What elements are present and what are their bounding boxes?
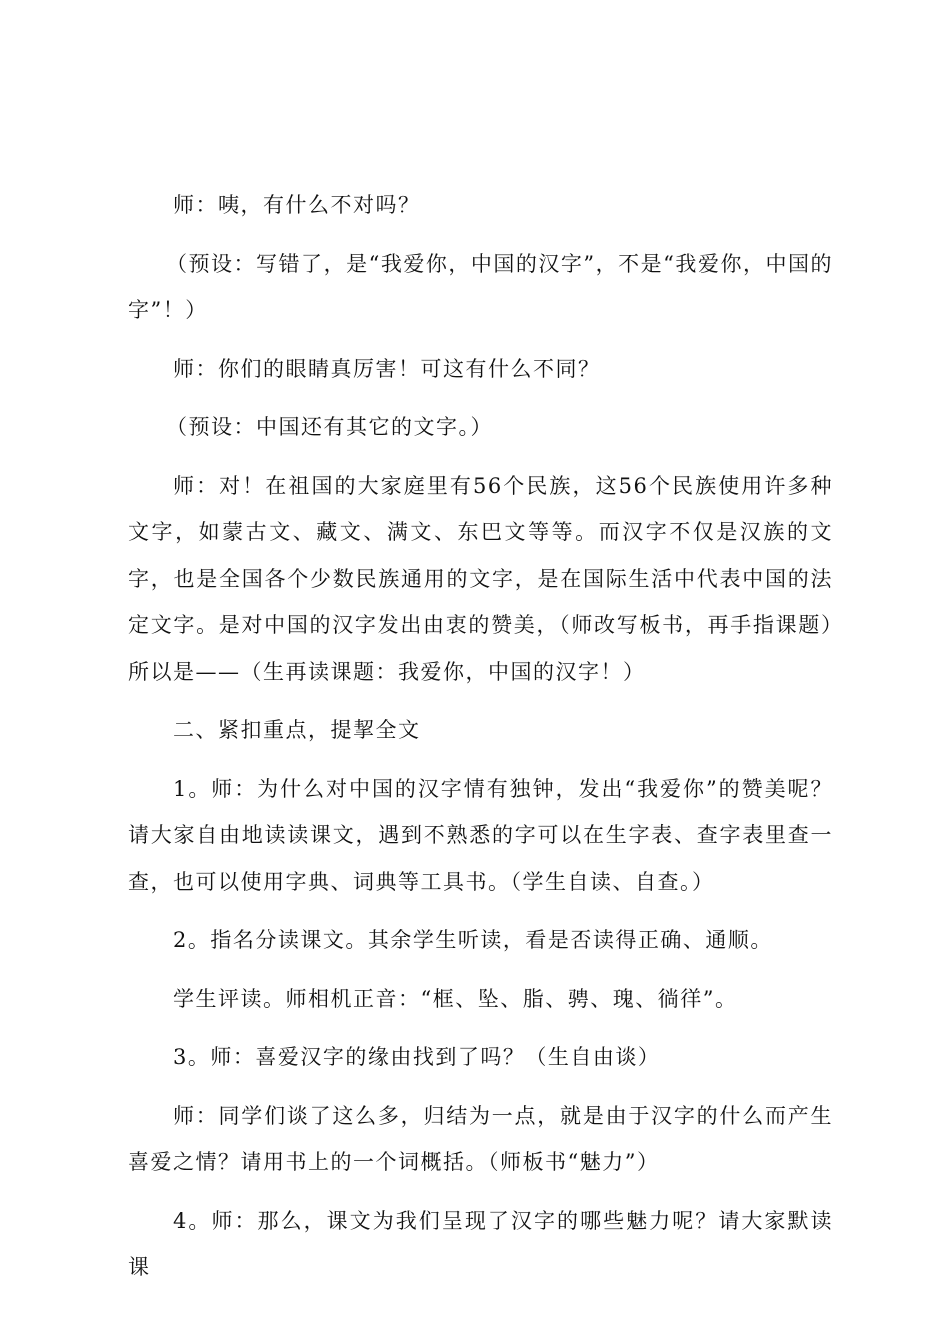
paragraph-6: 1。师：为什么对中国的汉字情有独钟，发出“我爱你”的赞美呢？请大家自由地读读课文，遇到不熟悉的字可以在生字表、查字表里查一查，也可以使用字典、词典等工具书。（学生自读、自查。）	[128, 776, 833, 894]
paragraph-10: 师：同学们谈了这么多，归结为一点，就是由于汉字的什么而产生喜爱之情？请用书上的一个词概括。（师板书“魅力”）	[128, 1103, 833, 1174]
paragraph-4: （预设：中国还有其它的文字。）	[166, 415, 493, 439]
paragraph-3: 师：你们的眼睛真厉害！可这有什么不同？	[173, 356, 601, 381]
section-heading: 二、紧扣重点，提挈全文	[173, 718, 421, 742]
document-body	[128, 182, 833, 1303]
paragraph-2: （预设：写错了，是“我爱你，中国的汉字”，不是“我爱你，中国的字”！）	[128, 251, 833, 322]
paragraph-9: 3。师：喜爱汉字的缘由找到了吗？（生自由谈）	[173, 1045, 661, 1069]
paragraph-8: 学生评读。师相机正音：“框、坠、脂、骋、瑰、徜徉”。	[173, 986, 738, 1011]
paragraph-11: 4。师：那么，课文为我们呈现了汉字的哪些魅力呢？请大家默读课	[128, 1208, 833, 1279]
paragraph-7: 2。指名分读课文。其余学生听读，看是否读得正确、通顺。	[173, 928, 773, 952]
paragraph-5: 师：对！在祖国的大家庭里有56个民族，这56个民族使用许多种文字，如蒙古文、藏文、满文、东巴文等等。而汉字不仅是汉族的文字，也是全国各个少数民族通用的文字，是在国际生活中代表中国的法定文字。是对中国的汉字发出由衷的赞美，（师改写板书，再手指课题）所以是——（生再读课题：我爱你，中国的汉字！）	[128, 473, 833, 684]
paragraph-1: 师：咦，有什么不对吗？	[173, 193, 421, 217]
